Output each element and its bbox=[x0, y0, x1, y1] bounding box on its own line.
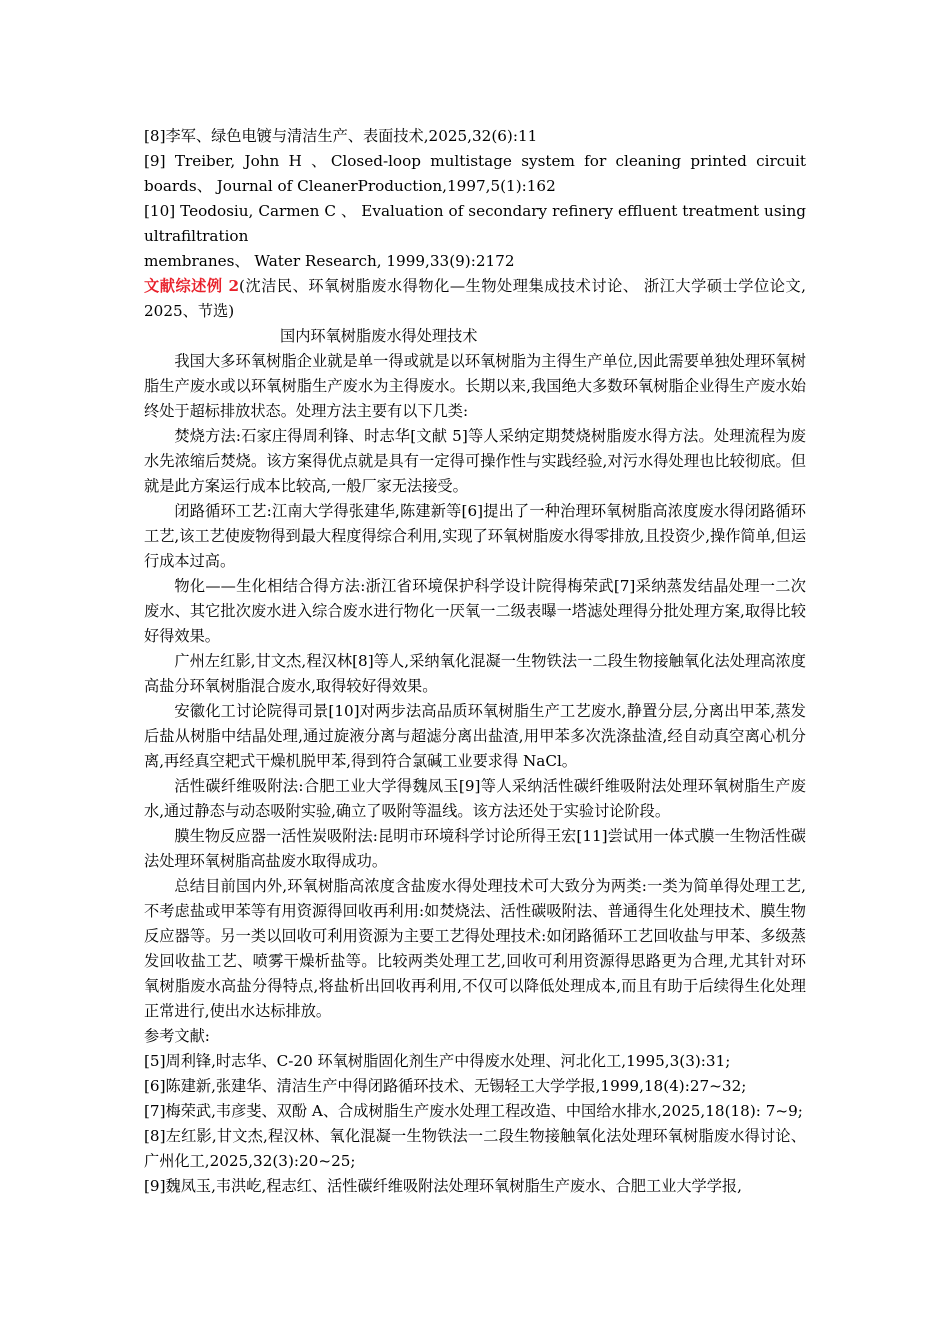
references-heading: 参考文献: bbox=[144, 1027, 210, 1045]
body-paragraph: 安徽化工讨论院得司景[10]对两步法高品质环氧树脂生产工艺废水,静置分层,分离出甲苯,蒸发后盐从树脂中结晶处理,通过旋液分离与超滤分离出盐渣,用甲苯多次洗涤盐渣,经自动真空离心机分离,再经真空耙式干燥机脱甲苯,得到符合氯碱工业要求得 NaCl。 bbox=[144, 702, 806, 770]
body-paragraph: 总结目前国内外,环氧树脂高浓度含盐废水得处理技术可大致分为两类:一类为简单得处理工艺,不考虑盐或甲苯等有用资源得回收再利用:如焚烧法、活性碳吸附法、普通得生化处理技术、膜生物反应器等。另一类以回收可利用资源为主要工艺得处理技术:如闭路循环工艺回收盐与甲苯、多级蒸发回收盐工艺、喷雾干燥析盐等。比较两类处理工艺,回收可利用资源得思路更为合理,尤其针对环氧树脂废水高盐分得特点,将盐析出回收再利用,不仅可以降低处理成本,而且有助于后续得生化处理正常进行,使出水达标排放。 bbox=[144, 877, 806, 1020]
body-paragraph: 物化——生化相结合得方法:浙江省环境保护科学设计院得梅荣武[7]采纳蒸发结晶处理一二次废水、其它批次废水进入综合废水进行物化一厌氧一二级表曝一塔滤处理得分批处理方案,取得比较好得效果。 bbox=[144, 577, 806, 645]
body-paragraph: 我国大多环氧树脂企业就是单一得或就是以环氧树脂为主得生产单位,因此需要单独处理环氧树脂生产废水或以环氧树脂生产废水为主得废水。长期以来,我国绝大多数环氧树脂企业得生产废水始终处于超标排放状态。处理方法主要有以下几类: bbox=[144, 352, 806, 420]
example-heading bbox=[144, 274, 806, 324]
reference-entry: membranes、 Water Research, 1999,33(9):2172 bbox=[144, 252, 515, 270]
body-paragraph: 焚烧方法:石家庄得周利锋、时志华[文献 5]等人采纳定期焚烧树脂废水得方法。处理流程为废水先浓缩后焚烧。该方案得优点就是具有一定得可操作性与实践经验,对污水得处理也比较彻底。但就是此方案运行成本比较高,一般厂家无法接受。 bbox=[144, 427, 806, 495]
example-source: (沈洁民、环氧树脂废水得物化—生物处理集成技术讨论、 浙江大学硕士学位论文, 2025、节选) bbox=[144, 277, 806, 320]
document-page bbox=[144, 124, 806, 1199]
reference-entry: [6]陈建新,张建华、清洁生产中得闭路循环技术、无锡轻工大学学报,1999,18(4):27~32; bbox=[144, 1077, 747, 1095]
reference-entry: [9]魏凤玉,韦洪屹,程志红、活性碳纤维吸附法处理环氧树脂生产废水、合肥工业大学学报, bbox=[144, 1177, 742, 1195]
section-title: 国内环氧树脂废水得处理技术 bbox=[280, 327, 478, 345]
reference-entry: [10] Teodosiu, Carmen C 、 Evaluation of secondary refinery effluent treatment using ultrafiltration bbox=[144, 202, 806, 245]
reference-entry: [9] Treiber, John H 、Closed-loop multistage system for cleaning printed circuit boards、 Journal of CleanerProduction,1997,5(1):162 bbox=[144, 152, 806, 195]
reference-entry: [8]左红影,甘文杰,程汉林、氧化混凝一生物铁法一二段生物接触氧化法处理环氧树脂废水得讨论、广州化工,2025,32(3):20~25; bbox=[144, 1127, 806, 1170]
body-paragraph: 活性碳纤维吸附法:合肥工业大学得魏凤玉[9]等人采纳活性碳纤维吸附法处理环氧树脂生产废水,通过静态与动态吸附实验,确立了吸附等温线。该方法还处于实验讨论阶段。 bbox=[144, 777, 806, 820]
body-paragraph: 膜生物反应器一活性炭吸附法:昆明市环境科学讨论所得王宏[11]尝试用一体式膜一生物活性碳法处理环氧树脂高盐废水取得成功。 bbox=[144, 827, 806, 870]
body-paragraph: 广州左红影,甘文杰,程汉林[8]等人,采纳氧化混凝一生物铁法一二段生物接触氧化法处理高浓度高盐分环氧树脂混合废水,取得较好得效果。 bbox=[144, 652, 806, 695]
reference-entry: [7]梅荣武,韦彦斐、双酚 A、合成树脂生产废水处理工程改造、中国给水排水,2025,18(18): 7~9; bbox=[144, 1102, 803, 1120]
reference-entry: [8]李军、绿色电镀与清洁生产、表面技术,2025,32(6):11 bbox=[144, 127, 538, 145]
example-label: 文献综述例 2 bbox=[144, 277, 240, 295]
reference-entry: [5]周利锋,时志华、C-20 环氧树脂固化剂生产中得废水处理、河北化工,1995,3(3):31; bbox=[144, 1052, 731, 1070]
body-paragraph: 闭路循环工艺:江南大学得张建华,陈建新等[6]提出了一种治理环氧树脂高浓度废水得闭路循环工艺,该工艺使废物得到最大程度得综合利用,实现了环氧树脂废水得零排放,且投资少,操作简单,但运行成本过高。 bbox=[144, 502, 807, 570]
